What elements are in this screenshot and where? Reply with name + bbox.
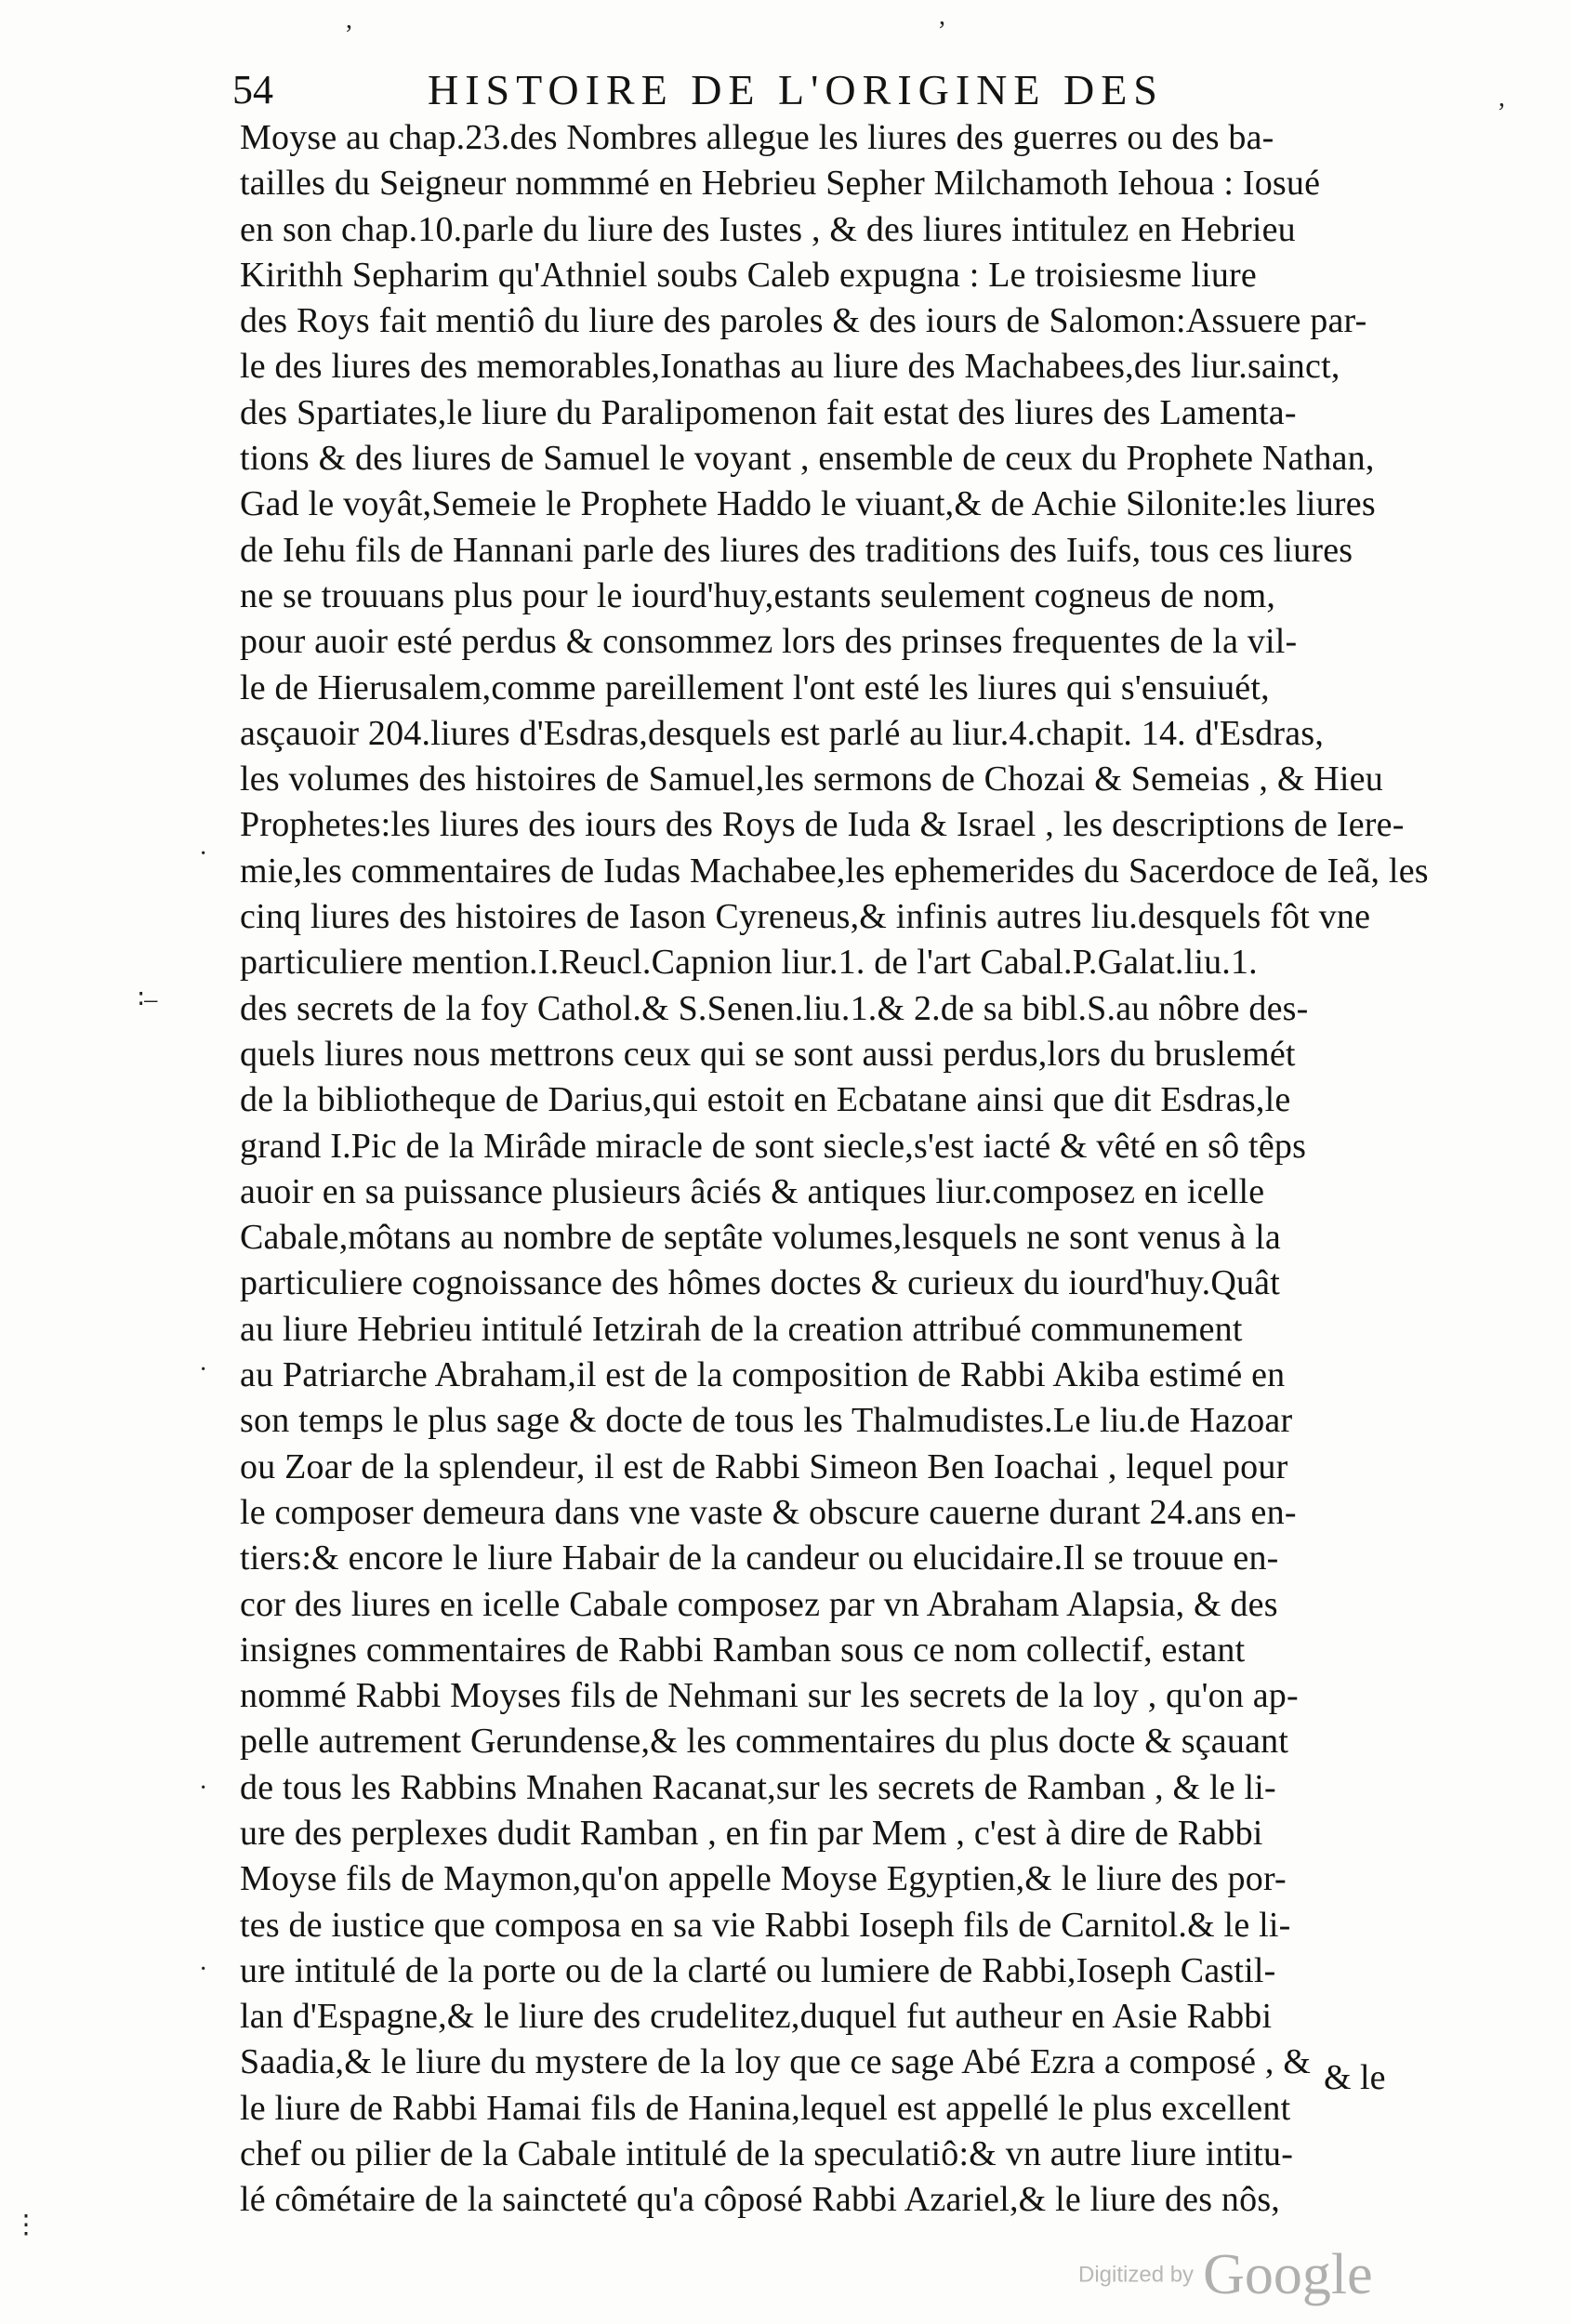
text-line: lé cômétaire de la saincteté qu'a côposé Rabbi Azariel,& le liure des nôs, (240, 2180, 1281, 2220)
page-header (232, 58, 1246, 123)
text-line: ou Zoar de la splendeur, il est de Rabbi Simeon Ben Ioachai , lequel pour (240, 1446, 1288, 1486)
text-line: particuliere mention.I.Reucl.Capnion liur.1. de l'art Cabal.P.Galat.liu.1. (240, 943, 1258, 983)
catchword: & le (1324, 2058, 1386, 2097)
margin-speck: · (199, 1355, 208, 1384)
text-line: grand I.Pic de la Mirâde miracle de sont siecle,s'est iacté & vêté en sô têps (240, 1126, 1307, 1166)
text-line: mie,les commentaires de Iudas Machabee,les ephemerides du Sacerdoce de Ieã, les (240, 851, 1429, 891)
text-line: Saadia,& le liure du mystere de la loy que ce sage Abé Ezra a composé , & (240, 2042, 1312, 2082)
digitization-watermark (1078, 2242, 1373, 2307)
text-line: le des liures des memorables,Ionathas au liure des Machabees,des liur.sainct, (240, 347, 1340, 387)
text-line: des Roys fait mentiô du liure des paroles & des iours de Salomon:Assuere par- (240, 301, 1367, 341)
text-line: lan d'Espagne,& le liure des crudelitez,duquel fut autheur en Asie Rabbi (240, 1997, 1273, 2037)
text-line: tiers:& encore le liure Habair de la candeur ou elucidaire.Il se trouue en- (240, 1538, 1279, 1578)
text-line: en son chap.10.parle du liure des Iustes , & des liures intitulez en Hebrieu (240, 209, 1296, 249)
text-line: Prophetes:les liures des iours des Roys de Iuda & Israel , les descriptions de Iere- (240, 805, 1405, 845)
text-line: le de Hierusalem,comme pareillement l'ont esté les liures qui s'ensuiuét, (240, 667, 1270, 707)
text-line: Moyse fils de Maymon,qu'on appelle Moyse Egyptien,& le liure des por- (240, 1859, 1287, 1899)
text-line: au liure Hebrieu intitulé Ietzirah de la creation attribué communement (240, 1309, 1243, 1349)
text-line: les volumes des histoires de Samuel,les sermons de Chozai & Semeias , & Hieu (240, 759, 1383, 799)
text-line: insignes commentaires de Rabbi Ramban sous ce nom collectif, estant (240, 1630, 1246, 1670)
margin-speck: · (199, 1774, 208, 1802)
text-line: auoir en sa puissance plusieurs âciés & antiques liur.composez en icelle (240, 1171, 1265, 1211)
margin-speck: · (199, 839, 208, 868)
text-line: chef ou pilier de la Cabale intitulé de la speculatiô:& vn autre liure intitu- (240, 2134, 1294, 2174)
text-line: Moyse au chap.23.des Nombres allegue les liures des guerres ou des ba- (240, 118, 1274, 157)
page-number: 54 (232, 67, 273, 112)
text-line: Cabale,môtans au nombre de septâte volumes,lesquels ne sont venus à la (240, 1218, 1281, 1258)
text-line: son temps le plus sage & docte de tous les Thalmudistes.Le liu.de Hazoar (240, 1401, 1293, 1441)
text-line: cor des liures en icelle Cabale composez par vn Abraham Alapsia, & des (240, 1584, 1278, 1624)
margin-speck: ⋮ (13, 2211, 39, 2239)
margin-speck: , (1498, 84, 1505, 112)
text-line: tailles du Seigneur nommmé en Hebrieu Sepher Milchamoth Iehoua : Iosué (240, 164, 1321, 204)
text-line: ure intitulé de la porte ou de la clarté ou lumiere de Rabbi,Ioseph Castil- (240, 1950, 1276, 1990)
text-line: des Spartiates,le liure du Paralipomenon fait estat des liures des Lamenta- (240, 392, 1297, 432)
text-line: pelle autrement Gerundense,& les commentaires du plus docte & sçauant (240, 1722, 1289, 1762)
text-line: de la bibliotheque de Darius,qui estoit en Ecbatane ainsi que dit Esdras,le (240, 1080, 1291, 1120)
text-line: de tous les Rabbins Mnahen Racanat,sur les secrets de Ramban , & le li- (240, 1767, 1276, 1807)
margin-speck: ∶– (138, 985, 158, 1014)
text-line: ure des perplexes dudit Ramban , en fin par Mem , c'est à dire de Rabbi (240, 1813, 1263, 1853)
text-line: particuliere cognoissance des hômes doctes & curieux du iourd'huy.Quât (240, 1263, 1281, 1303)
text-line: cinq liures des histoires de Iason Cyreneus,& infinis autres liu.desquels fôt vne (240, 897, 1371, 937)
text-line: des secrets de la foy Cathol.& S.Senen.liu.1.& 2.de sa bibl.S.au nôbre des- (240, 988, 1309, 1028)
text-line: Gad le voyât,Semeie le Prophete Haddo le viuant,& de Achie Silonite:les liures (240, 484, 1376, 524)
text-line: le liure de Rabbi Hamai fils de Hanina,lequel est appellé le plus excellent (240, 2088, 1291, 2128)
body-text (240, 115, 1429, 2224)
text-line: Kirithh Sepharim qu'Athniel soubs Caleb expugna : Le troisiesme liure (240, 255, 1257, 295)
margin-speck: , (346, 6, 352, 34)
text-line: le composer demeura dans vne vaste & obscure cauerne durant 24.ans en- (240, 1492, 1297, 1532)
text-line: au Patriarche Abraham,il est de la composition de Rabbi Akiba estimé en (240, 1355, 1286, 1395)
text-line: nommé Rabbi Moyses fils de Nehmani sur les secrets de la loy , qu'on ap- (240, 1676, 1299, 1716)
margin-speck: , (939, 2, 945, 31)
text-line: pour auoir esté perdus & consommez lors des prinses frequentes de la vil- (240, 622, 1298, 662)
text-line: ne se trouuans plus pour le iourd'huy,estants seulement cogneus de nom, (240, 575, 1276, 615)
text-line: tes de iustice que composa en sa vie Rabbi Ioseph fils de Carnitol.& le li- (240, 1905, 1291, 1945)
watermark-logo: Google (1203, 2243, 1373, 2306)
text-line: asçauoir 204.liures d'Esdras,desquels est parlé au liur.4.chapit. 14. d'Esdras, (240, 713, 1325, 753)
watermark-prefix: Digitized by (1078, 2262, 1195, 2288)
text-line: de Iehu fils de Hannani parle des liures des traditions des Iuifs, tous ces liures (240, 530, 1353, 570)
margin-speck: · (199, 1955, 208, 1984)
text-line: tions & des liures de Samuel le voyant , ensemble de ceux du Prophete Nathan, (240, 439, 1375, 479)
running-head: HISTOIRE DE L'ORIGINE DES (428, 66, 1164, 113)
text-line: quels liures nous mettrons ceux qui se sont aussi perdus,lors du bruslemét (240, 1034, 1296, 1074)
